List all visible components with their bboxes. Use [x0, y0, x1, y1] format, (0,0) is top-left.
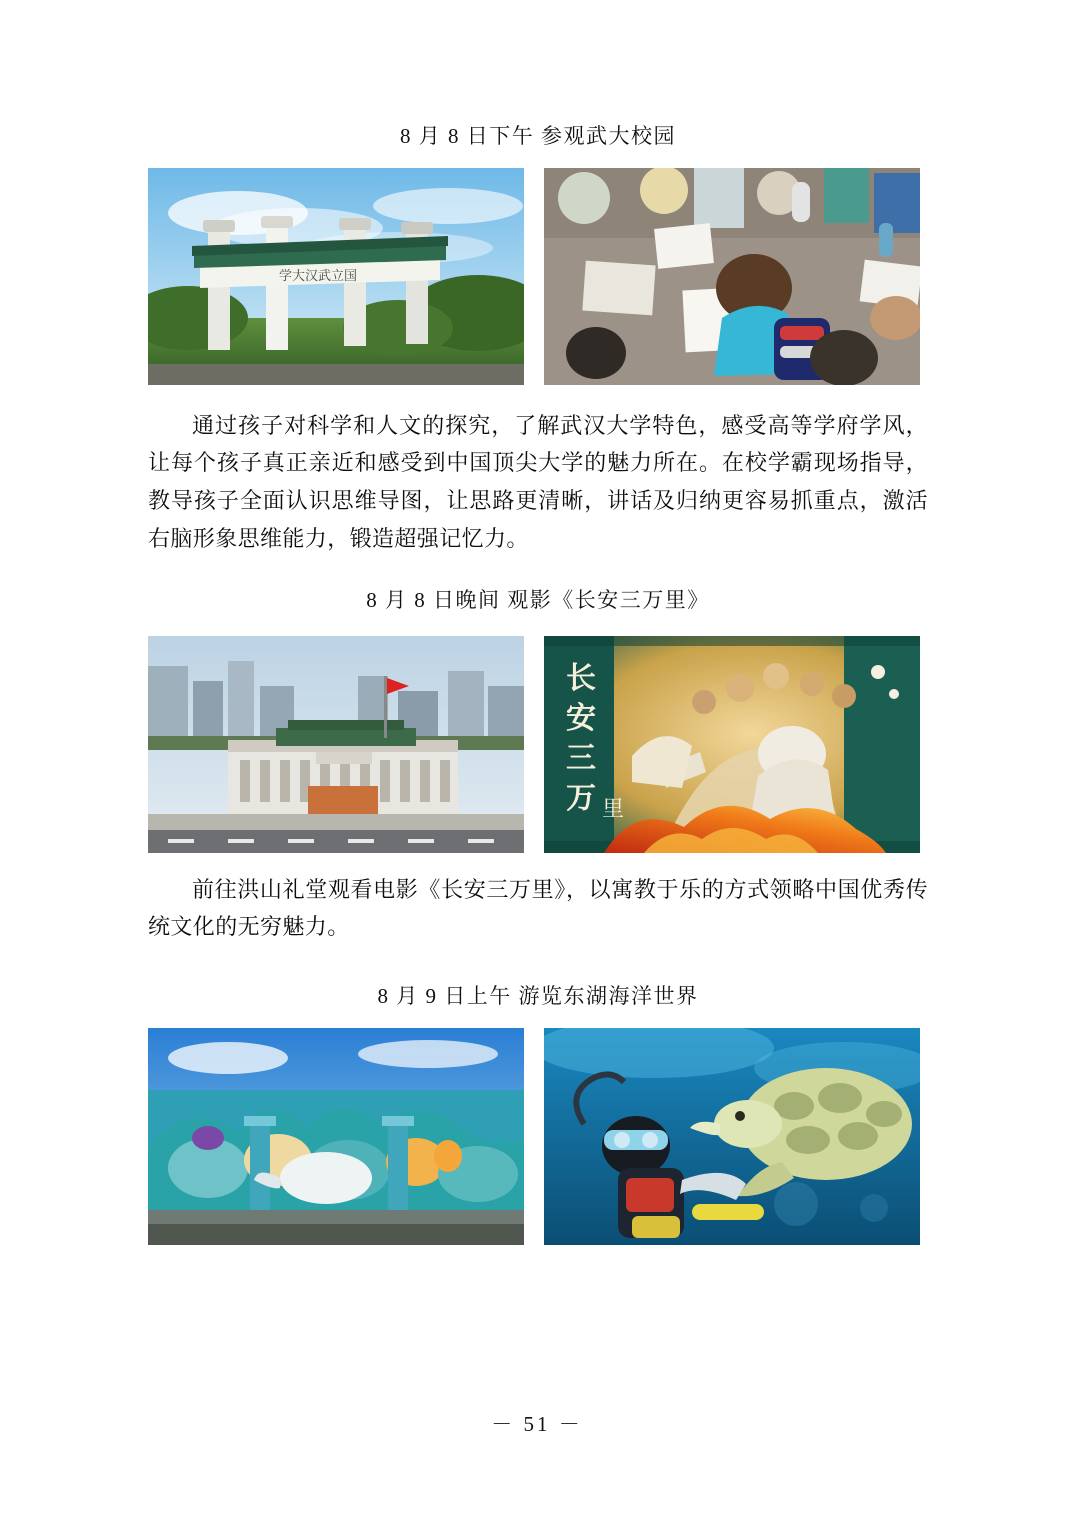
section-paragraph-1: 通过孩子对科学和人文的探究，了解武汉大学特色，感受高等学府学风，让每个孩子真正亲近和感受到中国顶尖大学的魅力所在。在校学霸现场指导，教导孩子全面认识思维导图，让思路更清晰，讲话及归纳更容易抓重点，激活右脑形象思维能力，锻造超强记忆力。	[148, 412, 928, 552]
page-content	[148, 120, 928, 1245]
svg-text:三: 三	[566, 741, 596, 775]
children-drawing-mindmap-photo	[544, 168, 920, 385]
changan-movie-poster-photo	[544, 636, 920, 853]
section-heading-2: 8 月 8 日晚间 观影《长安三万里》	[366, 587, 710, 612]
page-number: － 51 －	[491, 1412, 583, 1436]
photo-row-1	[148, 168, 928, 385]
section-heading-1: 8 月 8 日下午 参观武大校园	[400, 124, 676, 148]
svg-text:万: 万	[566, 781, 596, 815]
svg-text:里: 里	[602, 795, 625, 821]
hongshan-auditorium-photo	[148, 636, 524, 853]
photo-row-2	[148, 636, 928, 853]
svg-text:安: 安	[566, 701, 596, 735]
photo-row-3	[148, 1028, 928, 1245]
svg-text:长: 长	[566, 661, 596, 695]
diver-with-sea-turtle-photo	[544, 1028, 920, 1245]
donghu-ocean-world-entrance-photo	[148, 1028, 524, 1245]
section-heading-3: 8 月 9 日上午 游览东湖海洋世界	[377, 984, 699, 1009]
svg-text:学大汉武立国: 学大汉武立国	[278, 267, 358, 283]
wuhan-university-gate-photo	[148, 168, 524, 385]
section-paragraph-2: 前往洪山礼堂观看电影《长安三万里》，以寓教于乐的方式领略中国优秀传统文化的无穷魅力。	[148, 876, 928, 940]
